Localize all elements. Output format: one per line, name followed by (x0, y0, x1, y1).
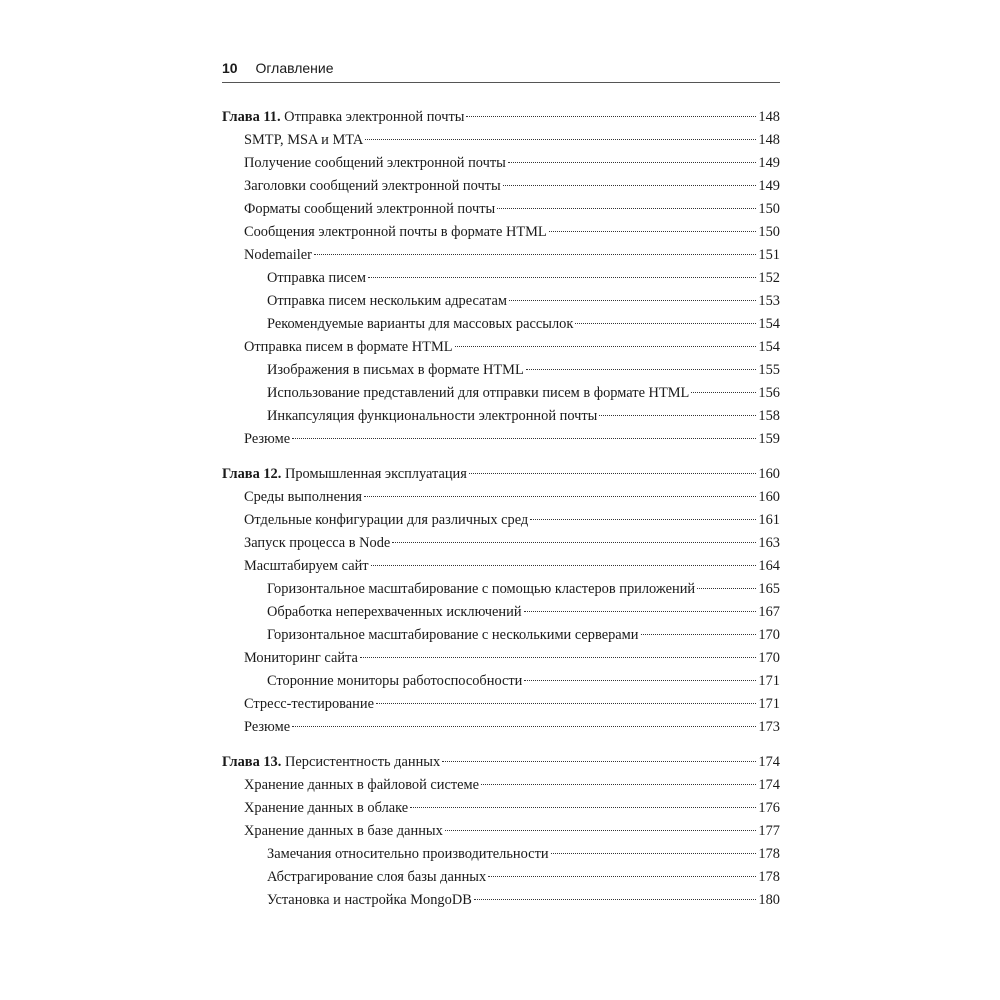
entry-title: Резюме (244, 719, 291, 735)
entry-title: Отдельные конфигурации для различных сред (244, 512, 529, 528)
entry-title: Запуск процесса в Node (244, 535, 391, 551)
toc-subsection-row[interactable] (222, 578, 780, 601)
toc-entry-title (244, 175, 501, 198)
toc-section-row[interactable] (222, 198, 780, 221)
toc-page-number: 178 (758, 869, 780, 885)
toc-page-number: 164 (758, 558, 780, 574)
toc-section-row[interactable] (222, 797, 780, 820)
entry-title: Nodemailer (244, 247, 312, 263)
dot-leader (481, 784, 756, 785)
toc-entry-title (267, 866, 486, 889)
dot-leader (526, 369, 757, 370)
entry-title: Инкапсуляция функциональности электронной почты (267, 408, 598, 424)
toc-page-number: 159 (758, 431, 780, 447)
toc-entry-title (244, 486, 362, 509)
dot-leader (469, 473, 757, 474)
toc-entry-title (244, 693, 374, 716)
toc-page-number: 174 (758, 777, 780, 793)
dot-leader (551, 853, 757, 854)
chapter-label: Глава 11. (222, 109, 281, 125)
toc-page-number: 160 (758, 466, 780, 482)
entry-title: Мониторинг сайта (244, 650, 358, 666)
table-of-contents (222, 106, 780, 924)
toc-page-number: 149 (758, 178, 780, 194)
toc-page-number: 171 (758, 696, 780, 712)
entry-title: Хранение данных в файловой системе (244, 777, 480, 793)
toc-subsection-row[interactable] (222, 290, 780, 313)
chapter-label: Глава 12. (222, 466, 282, 482)
toc-entry-title (244, 797, 408, 820)
toc-entry-title (244, 820, 443, 843)
toc-subsection-row[interactable] (222, 843, 780, 866)
running-title: Оглавление (255, 60, 334, 76)
toc-section-row[interactable] (222, 336, 780, 359)
dot-leader (442, 761, 756, 762)
entry-title: Хранение данных в базе данных (244, 823, 443, 839)
dot-leader (488, 876, 756, 877)
toc-page-number: 158 (758, 408, 780, 424)
toc-section-row[interactable] (222, 532, 780, 555)
toc-page-number: 171 (758, 673, 780, 689)
toc-page-number: 153 (758, 293, 780, 309)
toc-entry-title (267, 313, 573, 336)
toc-section-row[interactable] (222, 820, 780, 843)
toc-entry-title (244, 774, 479, 797)
dot-leader (365, 139, 756, 140)
entry-title: Заголовки сообщений электронной почты (244, 178, 501, 194)
entry-title: Горизонтальное масштабирование с несколькими серверами (267, 627, 639, 643)
toc-entry-title (244, 555, 369, 578)
toc-entry-title (267, 405, 597, 428)
toc-page-number: 148 (758, 132, 780, 148)
dot-leader (410, 807, 756, 808)
entry-title: Масштабируем сайт (244, 558, 369, 574)
toc-entry-title (244, 129, 363, 152)
toc-entry-title (244, 244, 312, 267)
dot-leader (360, 657, 756, 658)
toc-chapter-row[interactable] (222, 106, 780, 129)
entry-title: Горизонтальное масштабирование с помощью кластеров приложений (267, 581, 696, 597)
toc-subsection-row[interactable] (222, 866, 780, 889)
entry-title: Отправка писем в формате HTML (244, 339, 453, 355)
toc-entry-title (267, 267, 366, 290)
entry-title: Хранение данных в облаке (244, 800, 409, 816)
toc-chapter-row[interactable] (222, 463, 780, 486)
dot-leader (697, 588, 756, 589)
chapter-label: Глава 13. (222, 754, 282, 770)
toc-subsection-row[interactable] (222, 889, 780, 912)
toc-entry-title (267, 578, 695, 601)
toc-section-row[interactable] (222, 774, 780, 797)
dot-leader (524, 680, 756, 681)
toc-section-row[interactable] (222, 175, 780, 198)
toc-entry-title (244, 336, 453, 359)
toc-page-number: 156 (758, 385, 780, 401)
dot-leader (445, 830, 757, 831)
toc-subsection-row[interactable] (222, 601, 780, 624)
toc-entry-title (267, 843, 549, 866)
entry-title: SMTP, MSA и MTA (244, 132, 364, 148)
chapter-section (222, 463, 780, 739)
toc-entry-title (244, 716, 290, 739)
toc-page-number: 180 (758, 892, 780, 908)
dot-leader (368, 277, 756, 278)
toc-section-row[interactable] (222, 152, 780, 175)
entry-title: Стресс-тестирование (244, 696, 374, 712)
toc-page-number: 150 (758, 201, 780, 217)
toc-page-number: 161 (758, 512, 780, 528)
dot-leader (549, 231, 757, 232)
toc-page-number: 176 (758, 800, 780, 816)
toc-page-number: 160 (758, 489, 780, 505)
toc-entry-title (244, 509, 528, 532)
dot-leader (641, 634, 757, 635)
toc-section-row[interactable] (222, 486, 780, 509)
toc-page-number: 177 (758, 823, 780, 839)
toc-section-row[interactable] (222, 716, 780, 739)
entry-title: Сообщения электронной почты в формате HTML (244, 224, 547, 240)
entry-title: Рекомендуемые варианты для массовых рассылок (267, 316, 574, 332)
toc-entry-title (267, 290, 507, 313)
dot-leader (466, 116, 756, 117)
toc-subsection-row[interactable] (222, 624, 780, 647)
toc-page-number: 154 (758, 316, 780, 332)
entry-title: Отправка писем нескольким адресатам (267, 293, 508, 309)
toc-entry-title (222, 463, 467, 486)
toc-page-number: 155 (758, 362, 780, 378)
page-header (222, 56, 780, 83)
toc-entry-title (267, 359, 524, 382)
entry-title: Получение сообщений электронной почты (244, 155, 506, 171)
dot-leader (364, 496, 756, 497)
toc-section-row[interactable] (222, 129, 780, 152)
dot-leader (509, 300, 756, 301)
dot-leader (691, 392, 756, 393)
toc-section-row[interactable] (222, 428, 780, 451)
toc-entry-title (222, 751, 440, 774)
dot-leader (314, 254, 756, 255)
toc-section-row[interactable] (222, 647, 780, 670)
dot-leader (530, 519, 756, 520)
dot-leader (392, 542, 756, 543)
entry-title: Отправка писем (267, 270, 366, 286)
toc-page-number: 178 (758, 846, 780, 862)
toc-subsection-row[interactable] (222, 267, 780, 290)
toc-subsection-row[interactable] (222, 382, 780, 405)
page-number: 10 (222, 60, 238, 76)
entry-title: Замечания относительно производительности (267, 846, 549, 862)
dot-leader (292, 726, 756, 727)
dot-leader (292, 438, 756, 439)
toc-entry-title (244, 152, 506, 175)
entry-title: Форматы сообщений электронной почты (244, 201, 496, 217)
toc-entry-title (267, 889, 472, 912)
dot-leader (376, 703, 756, 704)
dot-leader (503, 185, 757, 186)
entry-title: Среды выполнения (244, 489, 363, 505)
toc-page-number: 165 (758, 581, 780, 597)
dot-leader (575, 323, 756, 324)
dot-leader (599, 415, 756, 416)
dot-leader (497, 208, 756, 209)
toc-section-row[interactable] (222, 244, 780, 267)
toc-entry-title (244, 647, 358, 670)
toc-page-number: 170 (758, 650, 780, 666)
toc-page-number: 173 (758, 719, 780, 735)
toc-entry-title (244, 532, 390, 555)
chapter-title: Отправка электронной почты (284, 109, 465, 125)
entry-title: Абстрагирование слоя базы данных (267, 869, 487, 885)
toc-page-number: 150 (758, 224, 780, 240)
toc-page-number: 148 (758, 109, 780, 125)
toc-entry-title (244, 428, 290, 451)
chapter-title: Персистентность данных (284, 754, 441, 770)
toc-page-number: 154 (758, 339, 780, 355)
toc-entry-title (222, 106, 464, 129)
toc-section-row[interactable] (222, 221, 780, 244)
dot-leader (455, 346, 757, 347)
toc-section-row[interactable] (222, 555, 780, 578)
toc-entry-title (267, 670, 522, 693)
chapter-section (222, 106, 780, 451)
entry-title: Установка и настройка MongoDB (267, 892, 472, 908)
toc-page-number: 163 (758, 535, 780, 551)
dot-leader (474, 899, 757, 900)
toc-subsection-row[interactable] (222, 405, 780, 428)
toc-page-number: 149 (758, 155, 780, 171)
toc-subsection-row[interactable] (222, 313, 780, 336)
entry-title: Сторонние мониторы работоспособности (267, 673, 523, 689)
toc-page-number: 174 (758, 754, 780, 770)
toc-chapter-row[interactable] (222, 751, 780, 774)
entry-title: Обработка неперехваченных исключений (267, 604, 522, 620)
toc-subsection-row[interactable] (222, 359, 780, 382)
toc-page-number: 170 (758, 627, 780, 643)
dot-leader (524, 611, 757, 612)
toc-entry-title (267, 382, 689, 405)
toc-section-row[interactable] (222, 509, 780, 532)
toc-entry-title (244, 198, 495, 221)
toc-section-row[interactable] (222, 693, 780, 716)
dot-leader (371, 565, 757, 566)
toc-entry-title (267, 601, 522, 624)
chapter-section (222, 751, 780, 912)
toc-entry-title (267, 624, 639, 647)
toc-page-number: 167 (758, 604, 780, 620)
entry-title: Изображения в письмах в формате HTML (267, 362, 524, 378)
toc-page-number: 151 (758, 247, 780, 263)
toc-entry-title (244, 221, 547, 244)
entry-title: Резюме (244, 431, 291, 447)
chapter-title: Промышленная эксплуатация (284, 466, 467, 482)
toc-page-number: 152 (758, 270, 780, 286)
entry-title: Использование представлений для отправки писем в формате HTML (267, 385, 690, 401)
toc-subsection-row[interactable] (222, 670, 780, 693)
dot-leader (508, 162, 757, 163)
